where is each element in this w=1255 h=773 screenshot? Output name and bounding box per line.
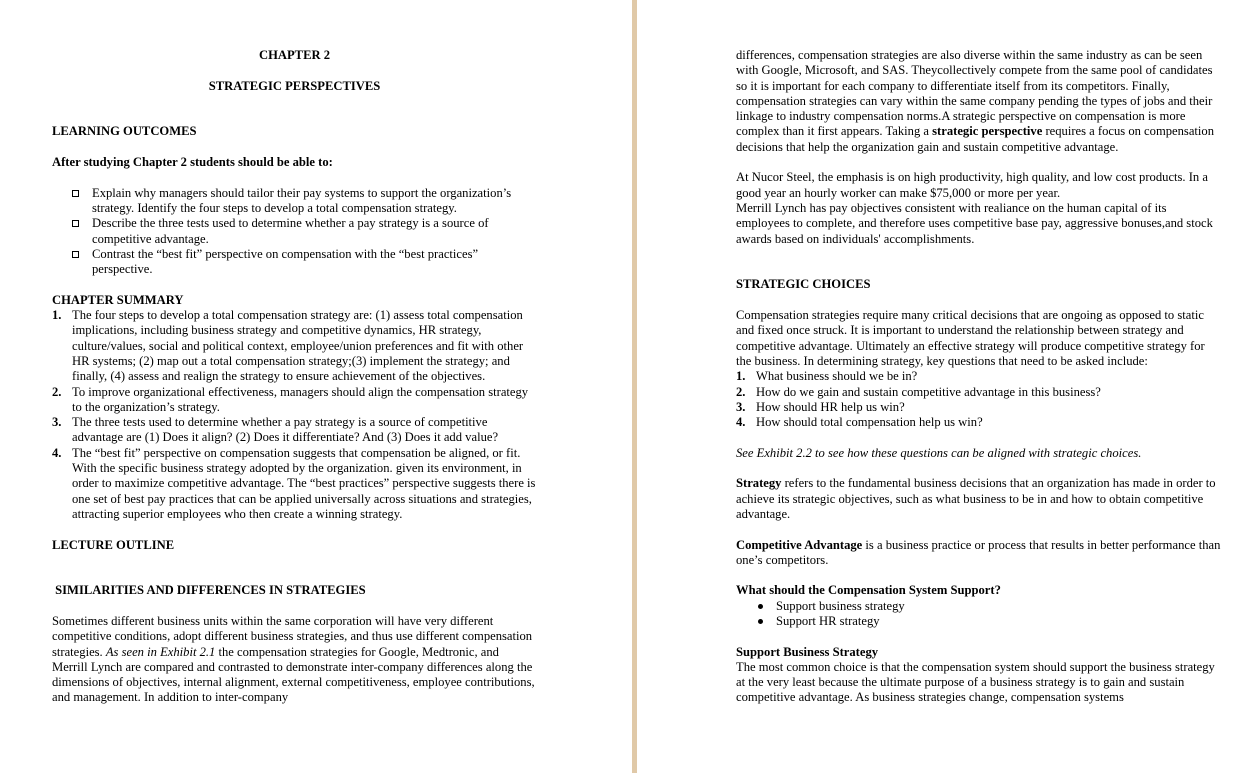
item-number: 2. bbox=[52, 384, 62, 399]
similarities-heading: SIMILARITIES AND DIFFERENCES IN STRATEGIES bbox=[52, 583, 366, 598]
exhibit-reference: As seen in Exhibit 2.1 bbox=[105, 644, 216, 659]
nucor-paragraph: At Nucor Steel, the emphasis is on high productivity, high quality, and low cost products. In a good year an hourly worker can make $75,000 or more per year. bbox=[736, 170, 1208, 200]
support-business-strategy-heading: Support Business Strategy bbox=[736, 644, 879, 659]
list-item bbox=[52, 415, 537, 446]
list-item bbox=[736, 415, 1222, 430]
summary-text: The three tests used to determine whether a pay strategy is a source of competitive advantage are (1) Does it align? (2) Does it differentiate? And (3) Does it add value? bbox=[72, 415, 499, 445]
right-page bbox=[637, 0, 1255, 773]
chapter-summary-heading: CHAPTER SUMMARY bbox=[52, 292, 184, 307]
learning-outcomes-heading: LEARNING OUTCOMES bbox=[52, 124, 197, 139]
bullet-icon bbox=[758, 604, 763, 609]
competitive-advantage-definition bbox=[736, 538, 1222, 569]
paragraph-text: requires a focus on compensation decisions that help the organization gain and sustain competitive advantage. bbox=[736, 124, 1215, 154]
item-number: 2. bbox=[736, 384, 746, 399]
list-item bbox=[72, 247, 537, 278]
strategic-perspective-term: strategic perspective bbox=[932, 124, 1043, 139]
list-item bbox=[756, 614, 1222, 629]
question-text: How do we gain and sustain competitive advantage in this business? bbox=[756, 384, 1101, 399]
paragraph-text: the compensation strategies for Google, Medtronic, and Merrill Lynch are compared and contrasted to demonstrate inter-company differences along the dimensions of objectives, internal alignment, external competitiveness, employee contributions, and management. In addition to inter-company bbox=[52, 644, 535, 705]
chapter-summary-list bbox=[52, 308, 537, 522]
support-list bbox=[736, 599, 1222, 630]
checkbox-bullet-icon bbox=[72, 251, 79, 258]
summary-text: To improve organizational effectiveness, managers should align the compensation strategy to the organization’s strategy. bbox=[72, 384, 529, 414]
item-number: 4. bbox=[52, 445, 62, 460]
paragraph-text: Sometimes different business units within the same corporation will have very different competitive conditions, adopt different business strategies, and thus use different compensation strategies. bbox=[52, 613, 533, 659]
see-exhibit-note: See Exhibit 2.2 to see how these questions can be aligned with strategic choices. bbox=[736, 445, 1142, 460]
item-number: 1. bbox=[736, 369, 746, 384]
support-business-strategy-paragraph: The most common choice is that the compensation system should support the business strategy at the very least because the ultimate purpose of a business strategy is to gain and sustain competitive advantage. As business strategies change, compensation systems bbox=[736, 659, 1215, 705]
list-item bbox=[736, 400, 1222, 415]
strategic-choices-heading: STRATEGIC CHOICES bbox=[736, 277, 871, 292]
left-page-content bbox=[52, 48, 537, 706]
item-number: 1. bbox=[52, 308, 62, 323]
definition-text: refers to the fundamental business decisions that an organization has made in order to achieve its strategic objectives, such as what business to be in and how to obtain competitive advantage. bbox=[736, 476, 1216, 521]
support-heading: What should the Compensation System Support? bbox=[736, 583, 1001, 598]
choices-paragraph: Compensation strategies require many critical decisions that are ongoing as opposed to static and fixed once struck. It is important to understand the relationship between strategy and competitive advantage. Ultimately an effective strategy will produce competitive strategy for the business. In determining strategy, key questions that need to be asked include: bbox=[736, 308, 1205, 368]
after-studying-text: After studying Chapter 2 students should be able to: bbox=[52, 155, 333, 170]
strategy-term: Strategy bbox=[736, 476, 782, 491]
list-item bbox=[736, 385, 1222, 400]
bullet-icon bbox=[758, 619, 763, 624]
chapter-title: STRATEGIC PERSPECTIVES bbox=[208, 78, 381, 93]
checkbox-bullet-icon bbox=[72, 190, 79, 197]
support-item-text: Support HR strategy bbox=[776, 613, 880, 628]
outcome-text: Contrast the “best fit” perspective on compensation with the “best practices” perspective. bbox=[92, 246, 479, 277]
question-text: How should total compensation help us win? bbox=[756, 415, 983, 430]
definition-text: is a business practice or process that results in better performance than one’s competitors. bbox=[736, 537, 1221, 567]
list-item bbox=[52, 385, 537, 416]
strategy-definition bbox=[736, 476, 1222, 522]
outcome-text: Explain why managers should tailor their pay systems to support the organization’s strategy. Identify the four steps to develop a total compensation strategy. bbox=[92, 185, 512, 215]
outcome-text: Describe the three tests used to determine whether a pay strategy is a source of competitive advantage. bbox=[92, 216, 489, 246]
differences-paragraph bbox=[736, 48, 1222, 155]
checkbox-bullet-icon bbox=[72, 220, 79, 227]
question-text: How should HR help us win? bbox=[756, 399, 905, 414]
paragraph-text: differences, compensation strategies are also diverse within the same industry as can be seen with Google, Microsoft, and SAS. Theycollectively compete from the same pool of candidates so it is important for each company to differentiate itself from its competitors. Finally, compensation strategies can vary within the same company pending the types of jobs and their linkage to industry compensation norms.A strategic perspective on compensation is more complex than it first appears. Taking a bbox=[736, 48, 1213, 139]
list-item bbox=[756, 599, 1222, 614]
question-text: What business should we be in? bbox=[756, 369, 918, 384]
list-item bbox=[736, 369, 1222, 384]
learning-outcomes-list bbox=[52, 186, 537, 278]
list-item bbox=[72, 186, 537, 217]
similarities-paragraph bbox=[52, 614, 537, 706]
competitive-advantage-term: Competitive Advantage bbox=[736, 537, 863, 552]
item-number: 4. bbox=[736, 415, 746, 430]
item-number: 3. bbox=[52, 415, 62, 430]
item-number: 3. bbox=[736, 399, 746, 414]
merrill-paragraph: Merrill Lynch has pay objectives consistent with realiance on the human capital of its employees to complete, and therefore uses competitive base pay, aggressive bonuses,and stock awards based on individuals' accomplishments. bbox=[736, 200, 1213, 246]
summary-text: The “best fit” perspective on compensation suggests that compensation be aligned, or fit. With the specific business strategy adopted by the organization. given its environment, in order to maximize competitive advantage. The “best practices” perspective suggests there is one set of best pay practices that can be applied universally across situations and strategies, attracting superior employees who then create a winning strategy. bbox=[72, 445, 536, 521]
list-item bbox=[72, 216, 537, 247]
list-item bbox=[52, 446, 537, 522]
key-questions-list bbox=[736, 369, 1222, 430]
right-page-content bbox=[736, 48, 1222, 706]
summary-text: The four steps to develop a total compensation strategy are: (1) assess total compensation implications, including business strategy and competitive dynamics, HR strategy, culture/values, social and political context, employee/union preferences and fit with other HR systems; (2) map out a total compensation strategy;(3) implement the strategy; and finally, (4) assess and realign the strategy to ensure achievement of the objectives. bbox=[72, 308, 524, 384]
support-item-text: Support business strategy bbox=[776, 598, 905, 613]
chapter-label: CHAPTER 2 bbox=[258, 48, 331, 62]
lecture-outline-heading: LECTURE OUTLINE bbox=[52, 537, 175, 552]
list-item bbox=[52, 308, 537, 384]
